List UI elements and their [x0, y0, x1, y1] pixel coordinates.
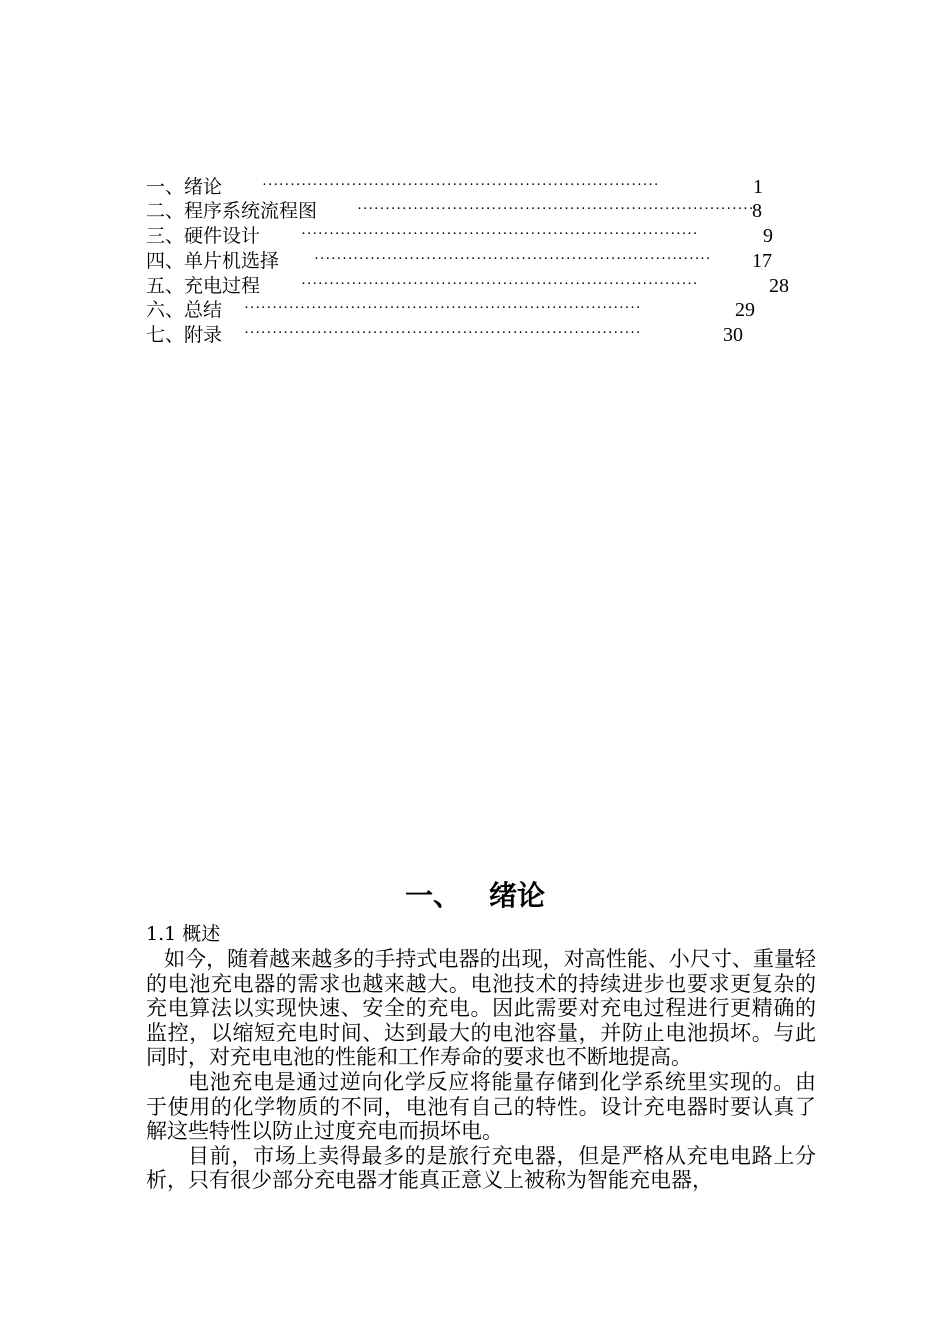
- toc-entry-page: 8: [752, 200, 762, 222]
- toc-entry[interactable]: [0, 249, 950, 273]
- toc-entry[interactable]: [0, 224, 950, 248]
- toc-entry-page: 30: [723, 324, 743, 346]
- toc-entry-title: 一、绪论: [146, 176, 223, 198]
- body-paragraph: 如今，随着越来越多的手持式电器的出现，对高性能、小尺寸、重量轻的电池充电器的需求也越来越大。电池技术的持续进步也要求更复杂的充电算法以实现快速、安全的充电。因此需要对充电过程进行更精确的监控，以缩短充电时间、达到最大的电池容量，并防止电池损坏。与此同时，对充电电池的性能和工作寿命的要求也不断地提高。: [146, 947, 816, 1070]
- toc-entry-leader: ·······································································: [314, 251, 712, 267]
- toc-entry-title: 五、充电过程: [146, 275, 261, 297]
- toc-entry-leader: ·······································································: [301, 276, 699, 292]
- toc-entry-page: 9: [763, 225, 773, 247]
- toc-entry-leader: ·······································································: [244, 325, 642, 341]
- toc-entry-page: 28: [769, 275, 789, 297]
- toc-entry-title: 四、单片机选择: [146, 250, 280, 272]
- toc-entry[interactable]: [0, 274, 950, 298]
- table-of-contents: [0, 0, 950, 360]
- toc-entry-leader: ·······································································: [357, 201, 755, 217]
- toc-entry[interactable]: [0, 323, 950, 347]
- toc-entry-page: 29: [735, 299, 755, 321]
- body-paragraph: 目前，市场上卖得最多的是旅行充电器，但是严格从充电电路上分析，只有很少部分充电器才能真正意义上被称为智能充电器，: [146, 1143, 816, 1193]
- toc-entry[interactable]: [0, 199, 950, 223]
- body-paragraph: 电池充电是通过逆向化学反应将能量存储到化学系统里实现的。由于使用的化学物质的不同，电池有自己的特性。设计充电器时要认真了解这些特性以防止过度充电而损坏电。: [146, 1069, 816, 1144]
- toc-entry-page: 1: [753, 176, 763, 198]
- chapter-title: [0, 876, 950, 916]
- section-body: [146, 947, 816, 1193]
- toc-entry-title: 七、附录: [146, 324, 223, 346]
- toc-entry-leader: ·······································································: [301, 226, 699, 242]
- toc-entry-page: 17: [752, 250, 772, 272]
- section-heading: 1.1 概述: [146, 923, 221, 945]
- toc-entry-leader: ·······································································: [262, 177, 660, 193]
- toc-entry[interactable]: [0, 175, 950, 199]
- chapter-title-text: 绪论: [489, 879, 546, 912]
- chapter-number: 一、: [404, 879, 461, 912]
- toc-entry[interactable]: [0, 298, 950, 322]
- toc-entry-title: 二、程序系统流程图: [146, 200, 318, 222]
- toc-entry-title: 三、硬件设计: [146, 225, 261, 247]
- toc-entry-leader: ·······································································: [244, 300, 642, 316]
- toc-entry-title: 六、总结: [146, 299, 223, 321]
